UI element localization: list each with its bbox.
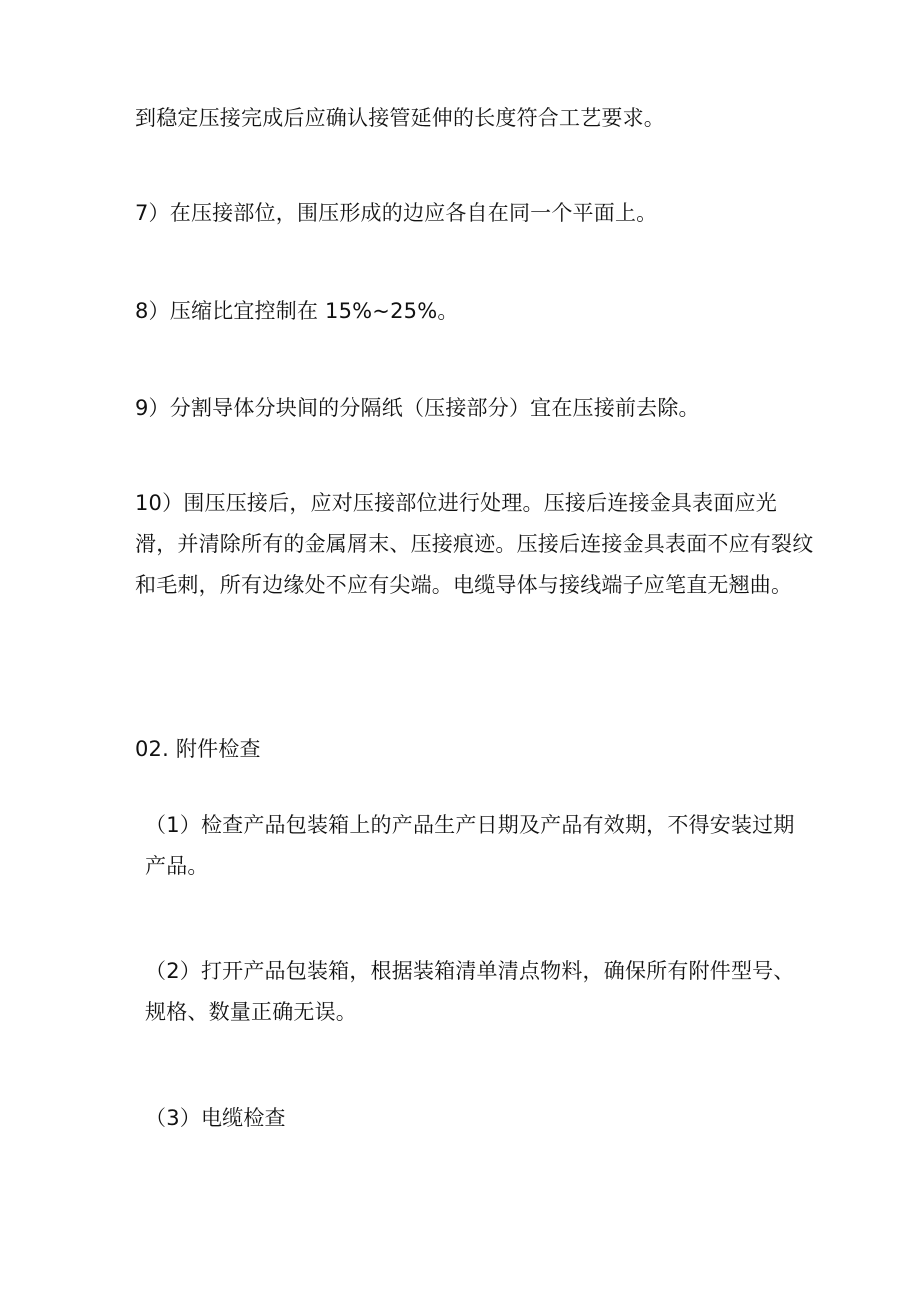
- paragraph-check-1: （1）检查产品包装箱上的产品生产日期及产品有效期，不得安装过期产品。: [145, 813, 795, 878]
- paragraph-item-10: 10）围压压接后，应对压接部位进行处理。压接后连接金具表面应光滑，并清除所有的金属屑末、压接痕迹。压接后连接金具表面不应有裂纹和毛刺，所有边缘处不应有尖端。电缆导体与接线端子应笔直无翘曲。: [135, 491, 814, 597]
- paragraph-crimp-length: 到稳定压接完成后应确认接管延伸的长度符合工艺要求。: [135, 106, 665, 130]
- paragraph-check-2: （2）打开产品包装箱，根据装箱清单清点物料，确保所有附件型号、规格、数量正确无误。: [145, 959, 795, 1024]
- paragraph-item-7: 7）在压接部位，围压形成的边应各自在同一个平面上。: [135, 201, 658, 225]
- section-heading-accessory-check: 02. 附件检查: [135, 737, 261, 761]
- paragraph-item-9: 9）分割导体分块间的分隔纸（压接部分）宜在压接前去除。: [135, 396, 700, 420]
- paragraph-check-3: （3）电缆检查: [145, 1106, 286, 1130]
- paragraph-item-8: 8）压缩比宜控制在 15%~25%。: [135, 299, 459, 323]
